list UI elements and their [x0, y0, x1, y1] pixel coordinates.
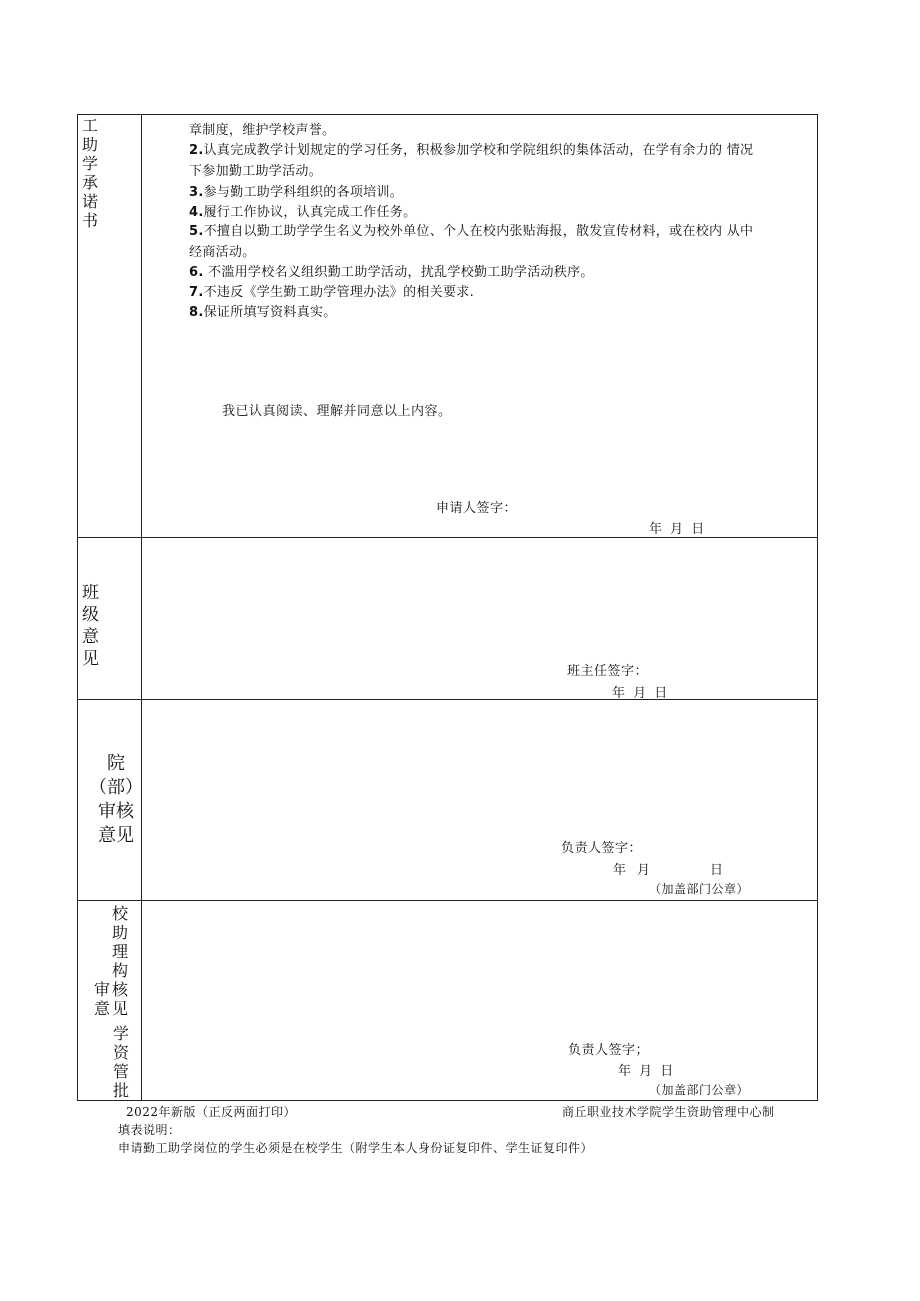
fill-instructions-note: 申请勤工助学岗位的学生必须是在校学生（附学生本人身份证复印件、学生证复印件）	[118, 1141, 594, 1155]
item-text: 不擅自以勤工助学学生名义为校外单位、个人在校内张贴海报，散发宣传材料，或在校内 从中	[203, 224, 754, 239]
college-date-year: 年	[613, 863, 627, 878]
applicant-date: 年 月 日	[649, 522, 705, 537]
head-teacher-signature-label: 班主任签字：	[567, 664, 649, 679]
class-opinion-label-char: 级	[82, 605, 99, 625]
college-review-label-line: （部）	[89, 777, 143, 798]
commitment-item-5	[189, 220, 753, 239]
school-approval-label-char: 构	[112, 961, 129, 980]
row-divider-3	[77, 900, 818, 901]
item-text: 不违反《学生勤工助学管理办法》的相关要求.	[203, 285, 475, 300]
row-divider-2	[77, 699, 818, 700]
commitment-label	[82, 116, 98, 230]
school-approval-label-bottom	[113, 1024, 129, 1100]
class-opinion-label-char: 班	[82, 583, 99, 603]
item-number: 6.	[189, 265, 204, 280]
school-approval-label-char: 审	[94, 980, 111, 999]
table-border-top	[77, 114, 818, 115]
fill-instructions-title: 填表说明：	[118, 1123, 181, 1137]
edition-note: 2022年新版（正反两面打印）	[126, 1105, 297, 1119]
commitment-item-5-cont: 经商活动。	[189, 245, 256, 260]
class-opinion-label-char: 意	[82, 627, 99, 647]
commitment-item-8	[189, 301, 337, 320]
commitment-item-7	[189, 281, 474, 300]
commitment-item-2	[189, 139, 753, 158]
school-approval-label-char: 资	[113, 1043, 130, 1062]
school-approval-label-left	[94, 980, 110, 1018]
school-approval-label-char: 意	[94, 999, 111, 1018]
row-divider-1	[77, 537, 818, 538]
item-text: 参与勤工助学科组织的各项培训。	[203, 185, 404, 200]
college-signature-label: 负责人签字：	[561, 841, 643, 856]
commitment-item-2-cont: 下参加勤工助学活动。	[189, 164, 323, 179]
head-teacher-date: 年 月 日	[612, 686, 668, 701]
item-number: 8.	[189, 305, 204, 320]
item-text: 履行工作协议，认真完成工作任务。	[203, 205, 417, 220]
school-approval-label-char: 助	[112, 923, 129, 942]
commitment-label-char: 诺	[82, 192, 99, 211]
school-approval-label-char: 理	[112, 942, 129, 961]
commitment-item-4	[189, 201, 416, 220]
school-approval-label-char: 批	[113, 1081, 130, 1100]
item-text: 保证所填写资料真实。	[203, 305, 337, 320]
commitment-label-char: 学	[82, 154, 99, 173]
commitment-label-char: 助	[82, 135, 99, 154]
item-number: 3.	[189, 185, 204, 200]
applicant-signature-label: 申请人签字：	[436, 501, 518, 516]
commitment-item-6	[189, 261, 594, 280]
form-table	[77, 114, 818, 1101]
school-approval-label-char: 见	[112, 999, 129, 1018]
table-border-bottom	[77, 1100, 818, 1101]
school-date: 年 月 日	[618, 1064, 674, 1079]
commitment-label-char: 书	[82, 211, 99, 230]
college-stamp-note: （加盖部门公章）	[649, 882, 750, 896]
college-date-day: 日	[710, 863, 724, 878]
school-signature-label: 负责人签字；	[568, 1043, 650, 1058]
college-date-month: 月	[637, 863, 651, 878]
item-number: 7.	[189, 285, 204, 300]
class-opinion-label	[82, 582, 99, 670]
college-review-label-line: 院	[107, 753, 125, 774]
college-review-label	[89, 752, 143, 848]
item-text: 不滥用学校名义组织勤工助学活动，扰乱学校勤工助学活动秩序。	[203, 265, 594, 280]
item-number: 5.	[189, 224, 204, 239]
item-number: 2.	[189, 143, 204, 158]
item-number: 4.	[189, 205, 204, 220]
table-border-left	[77, 114, 78, 1101]
table-border-right	[817, 114, 818, 1101]
school-approval-label-char: 学	[113, 1024, 130, 1043]
commitment-label-char: 工	[82, 116, 99, 135]
school-approval-label-char: 核	[112, 980, 129, 999]
commitment-item-3	[189, 181, 403, 200]
agreement-statement: 我已认真阅读、理解并同意以上内容。	[222, 404, 452, 419]
college-review-label-line: 审核	[98, 801, 134, 822]
class-opinion-label-char: 见	[82, 649, 99, 669]
school-approval-label-char: 校	[112, 904, 129, 923]
school-stamp-note: （加盖部门公章）	[649, 1083, 750, 1097]
item-text: 认真完成教学计划规定的学习任务，积极参加学校和学院组织的集体活动，在学有余力的 情况	[203, 143, 754, 158]
school-approval-label-char: 管	[113, 1062, 130, 1081]
school-approval-label	[112, 904, 128, 1018]
column-divider	[141, 114, 142, 1101]
college-review-label-line: 意见	[98, 825, 134, 846]
commitment-continuation: 章制度，维护学校声誉。	[189, 123, 336, 138]
commitment-label-char: 承	[82, 173, 99, 192]
maker-note: 商丘职业技术学院学生资助管理中心制	[562, 1105, 775, 1119]
